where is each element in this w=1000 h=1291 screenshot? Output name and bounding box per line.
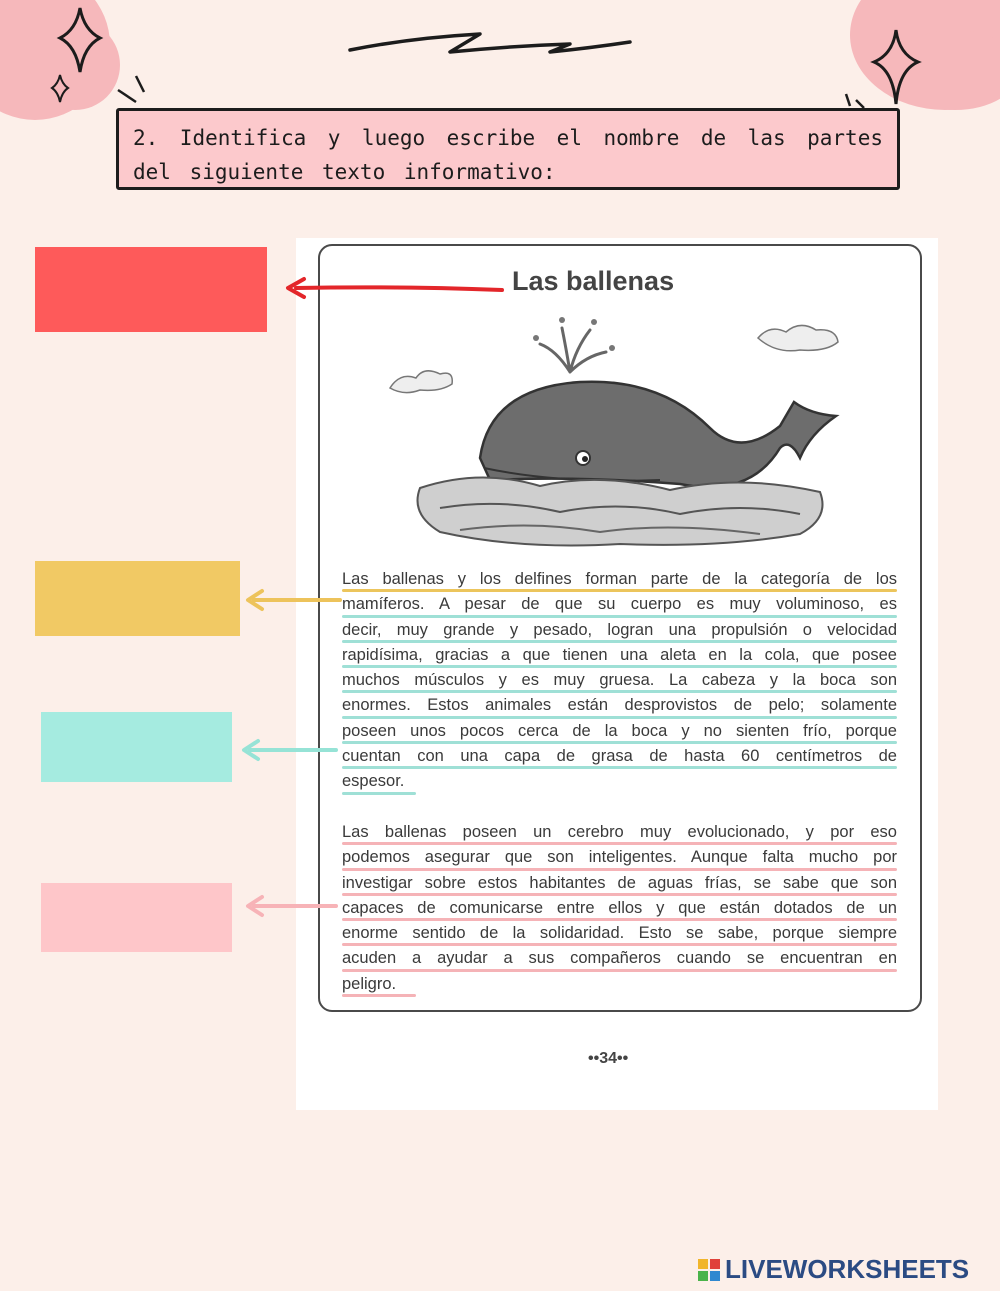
- article-title: Las ballenas: [512, 266, 675, 296]
- instruction-text: 2. Identifica y luego escribe el nombre de las partes del siguiente texto informativo:: [133, 126, 883, 184]
- text-line: investigar sobre estos habitantes de aguas frías, se sabe que son: [342, 872, 897, 897]
- instruction-box: [116, 108, 900, 190]
- text-line: cuentan con una capa de grasa de hasta 60 centímetros de: [342, 745, 897, 770]
- brand-name: LIVEWORKSHEETS: [725, 1254, 970, 1284]
- text-line: decir, muy grande y pesado, logran una propulsión o velocidad: [342, 619, 897, 644]
- arrow-icon-introduction: [242, 588, 344, 612]
- text-line: mamíferos. A pesar de que su cuerpo es muy voluminoso, es: [342, 593, 897, 618]
- paragraph-1: [342, 568, 897, 796]
- text-line: enormes. Estos animales están desprovistos de pelo; solamente: [342, 694, 897, 719]
- text-line: espesor.: [342, 770, 897, 795]
- page-number: ••34••: [588, 1050, 629, 1067]
- text-line: acuden a ayudar a sus compañeros cuando se encuentran en: [342, 947, 897, 972]
- liveworksheets-logo[interactable]: [698, 1254, 969, 1285]
- answer-box-development[interactable]: [41, 712, 232, 782]
- answer-input-conclusion[interactable]: [41, 883, 236, 954]
- answer-input-introduction[interactable]: [35, 561, 244, 638]
- text-line: muchos músculos y es muy gruesa. La cabeza y la boca son: [342, 669, 897, 694]
- liveworksheets-logo-icon: [698, 1259, 720, 1281]
- text-line: podemos asegurar que son inteligentes. Aunque falta mucho por: [342, 846, 897, 871]
- text-line: poseen unos pocos cerca de la boca y no sienten frío, porque: [342, 720, 897, 745]
- arrow-icon-development: [238, 738, 340, 762]
- zigzag-line-icon: [340, 26, 640, 66]
- text-line: rapidísima, gracias a que tienen una aleta en la cola, que posee: [342, 644, 897, 669]
- text-line: enorme sentido de la solidaridad. Esto se sabe, porque siempre: [342, 922, 897, 947]
- answer-input-title[interactable]: [35, 247, 271, 334]
- answer-box-introduction[interactable]: [35, 561, 240, 636]
- arrow-icon-title: [282, 276, 506, 300]
- text-line: Las ballenas poseen un cerebro muy evolucionado, y por eso: [342, 821, 897, 846]
- answer-box-conclusion[interactable]: [41, 883, 232, 952]
- answer-input-development[interactable]: [41, 712, 236, 784]
- accent-lines-icon-left: [108, 70, 158, 110]
- arrow-icon-conclusion: [242, 894, 340, 918]
- text-line: peligro.: [342, 973, 897, 998]
- whale-illustration: [380, 308, 850, 558]
- answer-box-title[interactable]: [35, 247, 267, 332]
- text-line: Las ballenas y los delfines forman parte de la categoría de los: [342, 568, 897, 593]
- text-line: capaces de comunicarse entre ellos y que están dotados de un: [342, 897, 897, 922]
- paragraph-2: [342, 821, 897, 998]
